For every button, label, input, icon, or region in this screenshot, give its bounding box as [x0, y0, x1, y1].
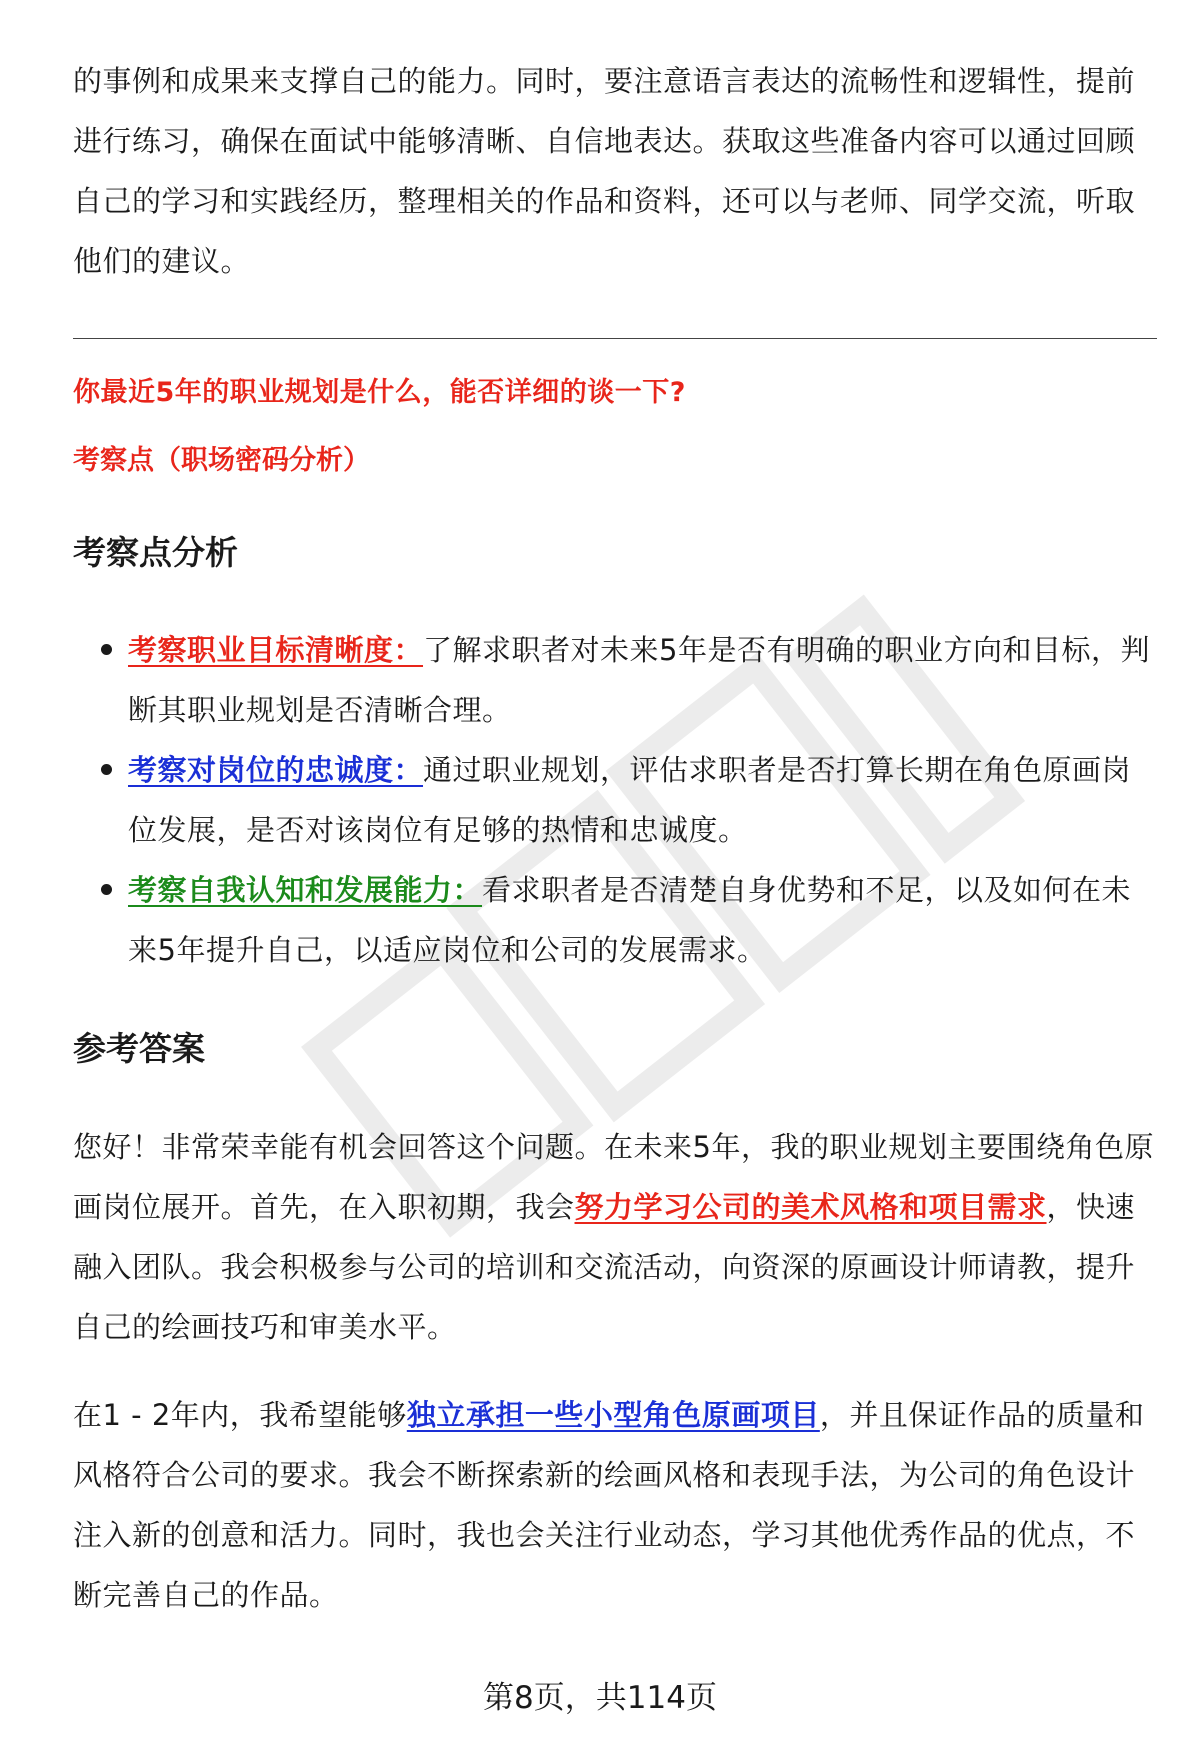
answer-text: ，并且保证作品的质量和风格符合公司的要求。我会不断探索新的绘画风格和表现手法，为公司的角色设计注入新的创意和活力。同时，我也会关注行业动态，学习其他优秀作品的优点，不断完善自己的作品。	[73, 1398, 1145, 1612]
analysis-subtitle: 考察点（职场密码分析）	[73, 445, 370, 476]
bullet-keyword: 考察职业目标清晰度：	[128, 633, 424, 667]
bullet-icon	[101, 644, 112, 655]
answer-highlight: 努力学习公司的美术风格和项目需求	[574, 1190, 1047, 1224]
bullet-text: 了解求职者对未来5年是否有明确的职业方向和目标，判断其职业规划是否清晰合理。	[128, 633, 1150, 727]
analysis-list	[73, 620, 1157, 980]
list-item	[73, 740, 1157, 860]
section-divider	[73, 338, 1157, 339]
answer-text: 您好！非常荣幸能有机会回答这个问题。在未来5年，我的职业规划主要围绕角色原画岗位展开。首先，在入职初期，我会	[73, 1130, 1154, 1224]
answer-heading: 参考答案	[73, 1029, 205, 1068]
list-item	[73, 620, 1157, 740]
page-footer: 第8页，共114页	[483, 1680, 717, 1716]
bullet-text: 看求职者是否清楚自身优势和不足，以及如何在未来5年提升自己，以适应岗位和公司的发展需求。	[128, 873, 1132, 967]
bullet-icon	[101, 764, 112, 775]
bullet-keyword: 考察对岗位的忠诚度：	[128, 753, 424, 787]
answer-paragraph-2	[73, 1385, 1157, 1625]
answer-highlight: 独立承担一些小型角色原画项目	[406, 1398, 820, 1432]
bullet-icon	[101, 884, 112, 895]
question-title: 你最近5年的职业规划是什么，能否详细的谈一下?	[73, 377, 686, 408]
answer-text: 在1 - 2年内，我希望能够	[73, 1398, 407, 1432]
answer-paragraph-1	[73, 1117, 1157, 1357]
intro-paragraph: 的事例和成果来支撑自己的能力。同时，要注意语言表达的流畅性和逻辑性，提前进行练习，确保在面试中能够清晰、自信地表达。获取这些准备内容可以通过回顾自己的学习和实践经历，整理相关的作品和资料，还可以与老师、同学交流，听取他们的建议。	[73, 64, 1136, 278]
list-item	[73, 860, 1157, 980]
answer-text: ，快速融入团队。我会积极参与公司的培训和交流活动，向资深的原画设计师请教，提升自己的绘画技巧和审美水平。	[73, 1190, 1136, 1344]
analysis-heading: 考察点分析	[73, 533, 238, 572]
bullet-text: 通过职业规划，评估求职者是否打算长期在角色原画岗位发展，是否对该岗位有足够的热情和忠诚度。	[128, 753, 1132, 847]
bullet-keyword: 考察自我认知和发展能力：	[128, 873, 483, 907]
